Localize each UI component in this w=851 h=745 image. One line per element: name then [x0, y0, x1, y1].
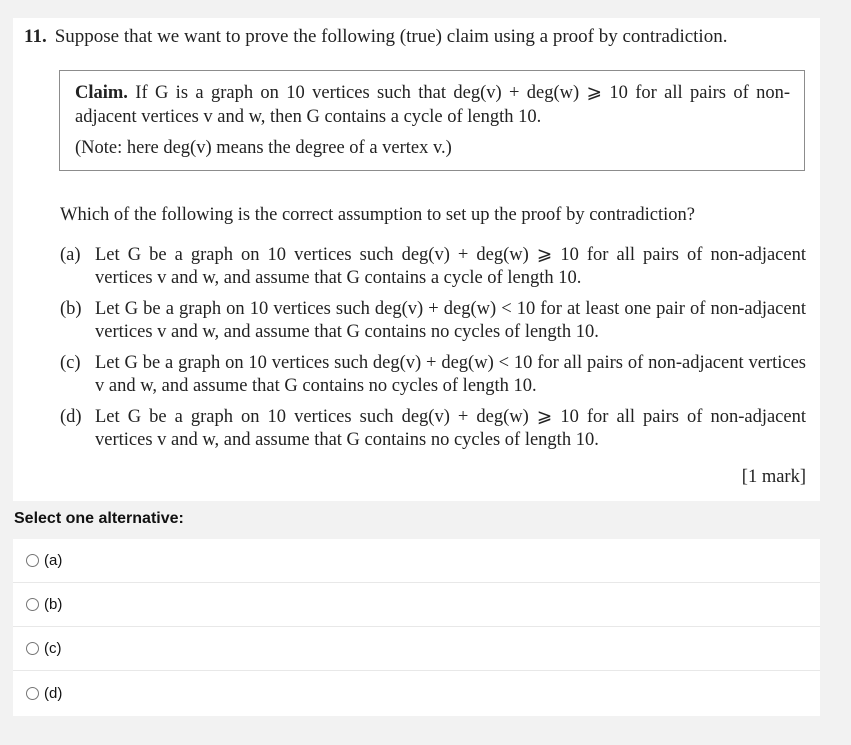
select-alternative-label: Select one alternative:	[14, 510, 184, 527]
marks-label: [1 mark]	[741, 467, 806, 487]
option-tag: (b)	[60, 299, 82, 319]
answer-choice-label[interactable]: (a)	[44, 552, 63, 569]
answer-choice-b[interactable]	[13, 583, 820, 627]
question-number: 11.	[24, 26, 47, 47]
option-c	[60, 352, 806, 398]
option-d	[60, 406, 806, 452]
radio-button[interactable]	[26, 554, 39, 567]
radio-button[interactable]	[26, 642, 39, 655]
answer-choice-d[interactable]	[13, 671, 820, 716]
claim-label: Claim.	[75, 83, 128, 103]
answer-choice-label[interactable]: (b)	[44, 596, 63, 613]
claim-statement	[75, 81, 790, 129]
question-intro: Suppose that we want to prove the following (true) claim using a proof by contradiction.	[54, 26, 728, 47]
option-text: Let G be a graph on 10 vertices such deg(v) + deg(w) < 10 for all pairs of non-adjacent vertices v and w, and assume that G contains no cycles of length 10.	[95, 353, 806, 396]
answer-choice-c[interactable]	[13, 627, 820, 671]
option-tag: (a)	[60, 245, 81, 265]
option-text: Let G be a graph on 10 vertices such deg(v) + deg(w) ⩾ 10 for all pairs of non-adjacent vertices v and w, and assume that G contains no cycles of length 10.	[95, 407, 806, 450]
answer-choice-label[interactable]: (d)	[44, 685, 63, 702]
option-text: Let G be a graph on 10 vertices such deg(v) + deg(w) ⩾ 10 for all pairs of non-adjacent vertices v and w, and assume that G contains a cycle of length 10.	[95, 245, 806, 288]
option-list	[60, 244, 806, 460]
option-tag: (d)	[60, 407, 82, 427]
answer-choice-label[interactable]: (c)	[44, 640, 62, 657]
claim-note: (Note: here deg(v) means the degree of a vertex v.)	[75, 138, 452, 158]
option-b	[60, 298, 806, 344]
question-prompt: Which of the following is the correct assumption to set up the proof by contradiction?	[60, 205, 696, 225]
answer-list	[13, 539, 820, 716]
question-card	[13, 18, 820, 501]
option-a	[60, 244, 806, 290]
radio-button[interactable]	[26, 687, 39, 700]
radio-button[interactable]	[26, 598, 39, 611]
question-header	[24, 26, 727, 48]
claim-box	[59, 70, 805, 171]
option-text: Let G be a graph on 10 vertices such deg(v) + deg(w) < 10 for at least one pair of non-adjacent vertices v and w, and assume that G contains no cycles of length 10.	[95, 299, 806, 342]
option-tag: (c)	[60, 353, 81, 373]
answer-choice-a[interactable]	[13, 539, 820, 583]
claim-text: If G is a graph on 10 vertices such that deg(v) + deg(w) ⩾ 10 for all pairs of non-adjacent vertices v and w, then G contains a cycle of length 10.	[75, 83, 791, 127]
